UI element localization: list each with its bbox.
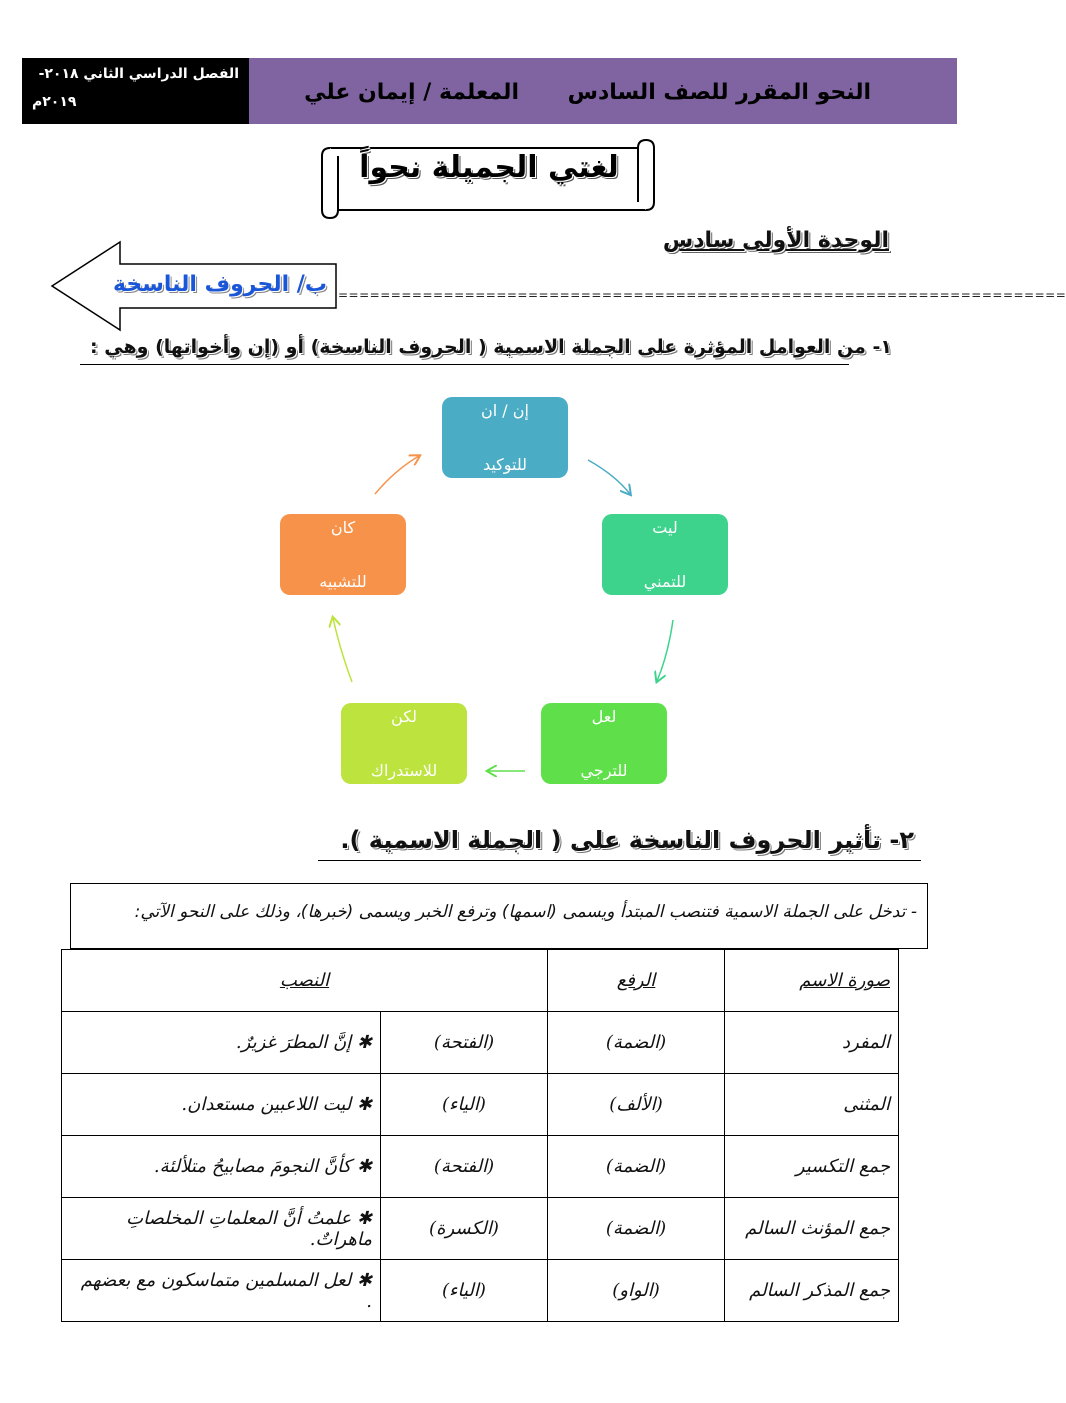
cycle-word: كان xyxy=(330,518,356,537)
cell-form: المثنى xyxy=(725,1074,899,1136)
cycle-meaning: للتشبيه xyxy=(319,572,367,591)
table-row xyxy=(62,1074,899,1136)
arrow-lakin-to-kaanna xyxy=(333,618,352,682)
teacher-name: المعلمة / إيمان علي xyxy=(304,80,519,105)
table-header-row xyxy=(62,950,899,1012)
rule-text: - تدخل على الجملة الاسمية فتنصب المبتدأ ويسمى (اسمها) وترفع الخبر ويسمى (خبرها)، وذلك على النحو الآتي: xyxy=(134,902,917,922)
table-row xyxy=(62,1012,899,1074)
semester-line2: ٢٠١٩م xyxy=(32,94,77,110)
cycle-word: لعل xyxy=(591,707,617,726)
cell-raf: (الضمة) xyxy=(548,1198,725,1260)
cycle-word: ليت xyxy=(652,518,678,537)
table-row xyxy=(62,1260,899,1322)
question-1: ١- من العوامل المؤثرة على الجملة الاسمية ( الحروف الناسخة) أو (إن وأخواتها) وهي : xyxy=(90,336,892,358)
cell-example: ✱ لعل المسلمين متماسكون مع بعضهم . xyxy=(62,1260,381,1322)
cell-example: ✱ كأنَّ النجومَ مصابيحُ متلألئة. xyxy=(62,1136,381,1198)
header-form: صورة الاسم xyxy=(725,950,899,1012)
table-row xyxy=(62,1136,899,1198)
cell-nasb: (الفتحة) xyxy=(381,1136,548,1198)
cycle-meaning: للتمني xyxy=(643,572,687,591)
cell-raf: (الضمة) xyxy=(548,1012,725,1074)
cycle-meaning: للتوكيد xyxy=(482,455,528,474)
cycle-word: لكن xyxy=(391,707,417,726)
cell-example: ✱ ليت اللاعبين مستعدان. xyxy=(62,1074,381,1136)
cell-nasb: (الياء) xyxy=(381,1074,548,1136)
cell-raf: (الألف) xyxy=(548,1074,725,1136)
cycle-meaning: للترجي xyxy=(580,761,628,780)
rule-box xyxy=(70,883,928,949)
cell-raf: (الضمة) xyxy=(548,1136,725,1198)
cycle-word: إن / ان xyxy=(481,401,529,420)
cell-nasb: (الياء) xyxy=(381,1260,548,1322)
semester-line1: الفصل الدراسي الثاني ٢٠١٨- xyxy=(38,66,239,82)
header-nasb: النصب xyxy=(62,950,548,1012)
subject-title: النحو المقرر للصف السادس xyxy=(567,80,871,105)
header-raf: الرفع xyxy=(548,950,725,1012)
cycle-meaning: للاستدراك xyxy=(370,761,438,780)
cell-example: ✱ إنَّ المطرَ غزيرٌ. xyxy=(62,1012,381,1074)
cell-form: جمع المذكر السالم xyxy=(725,1260,899,1322)
banner-title: لغتي الجميلة نحواً xyxy=(359,150,619,185)
section-label: ب/ الحروف الناسخة xyxy=(113,272,327,297)
arrow-kaanna-to-inna xyxy=(375,456,419,494)
arrow-inna-to-layta xyxy=(588,460,630,494)
cell-form: جمع التكسير xyxy=(725,1136,899,1198)
unit-title: الوحدة الأولى سادس xyxy=(662,228,889,253)
grammar-table xyxy=(61,949,899,1322)
arrow-layta-to-laalla xyxy=(657,620,673,681)
section-divider: ===================================================================== xyxy=(338,288,1066,302)
question-2: ٢- تأثير الحروف الناسخة على ( الجملة الاسمية ). xyxy=(340,826,914,854)
question-2-underline xyxy=(318,860,921,861)
cell-raf: (الواو) xyxy=(548,1260,725,1322)
cell-nasb: (الكسرة) xyxy=(381,1198,548,1260)
cell-form: المفرد xyxy=(725,1012,899,1074)
cell-nasb: (الفتحة) xyxy=(381,1012,548,1074)
table-row xyxy=(62,1198,899,1260)
cell-example: ✱ علمتُ أنَّ المعلماتِ المخلصاتِ ماهراتٌ. xyxy=(62,1198,381,1260)
cell-form: جمع المؤنث السالم xyxy=(725,1198,899,1260)
